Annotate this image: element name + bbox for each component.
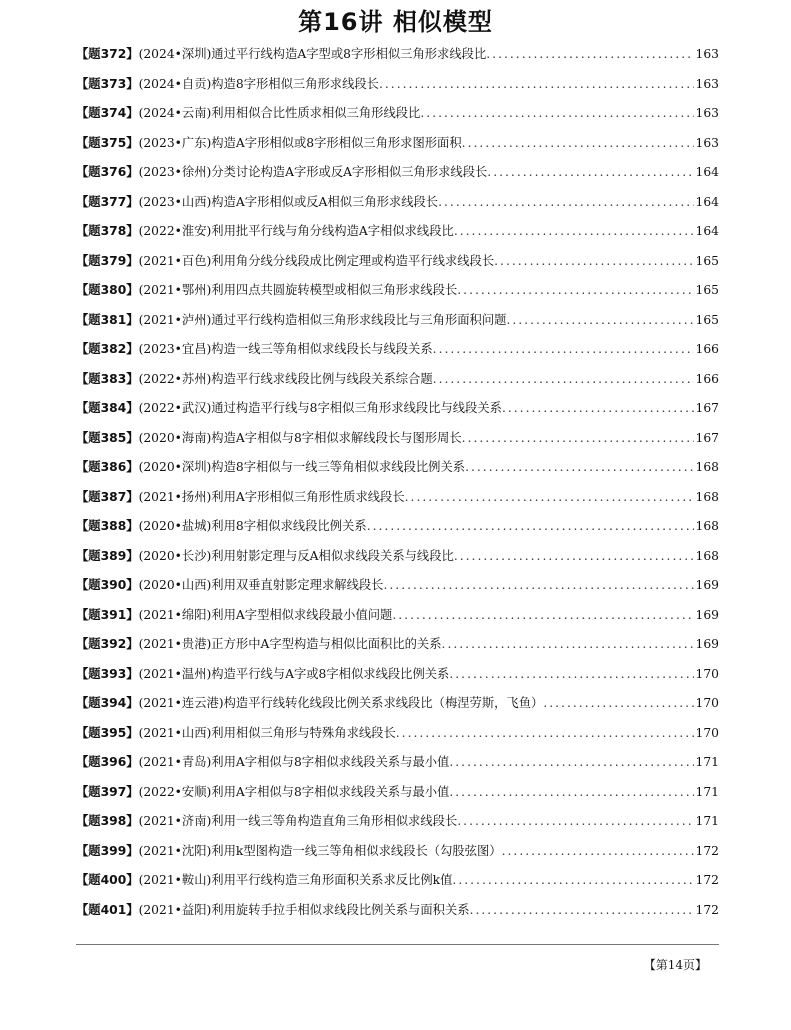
dot-leader: [367, 512, 694, 542]
problem-number: 【题386】: [76, 460, 139, 474]
problem-number: 【题400】: [76, 873, 139, 887]
problem-number: 【题378】: [76, 224, 139, 238]
page-number: 164: [695, 165, 719, 179]
page-number: 168: [695, 519, 719, 533]
problem-number: 【题395】: [76, 725, 139, 740]
problem-number: 【题381】: [76, 312, 139, 327]
toc-entry[interactable]: [76, 630, 719, 660]
dot-leader: [452, 866, 693, 896]
dot-leader: [392, 601, 693, 631]
toc-entry[interactable]: [76, 394, 719, 424]
dot-leader: [462, 424, 694, 454]
page-number: 170: [695, 666, 719, 681]
page-number: 170: [695, 725, 719, 740]
table-of-contents: [76, 40, 719, 925]
problem-description: (2021•鄂州)利用四点共圆旋转模型或相似三角形求线段长: [138, 283, 458, 297]
problem-number: 【题382】: [76, 342, 139, 356]
problem-description: (2024•自贡)构造8字形相似三角形求线段长: [138, 76, 379, 91]
problem-description: (2021•山西)利用相似三角形与特殊角求线段长: [138, 725, 396, 740]
dot-leader: [462, 129, 694, 159]
toc-entry[interactable]: [76, 483, 719, 513]
problem-description: (2020•长沙)利用射影定理与反A相似求线段关系与线段比: [138, 548, 454, 563]
dot-leader: [449, 778, 693, 808]
problem-description: (2023•徐州)分类讨论构造A字形或反A字形相似三角形求线段长: [138, 165, 488, 179]
page-number: 163: [695, 106, 719, 120]
toc-entry[interactable]: [76, 571, 719, 601]
page-number: 164: [695, 194, 719, 209]
dot-leader: [502, 394, 694, 424]
dot-leader: [457, 807, 693, 837]
dot-leader: [379, 70, 694, 100]
dot-leader: [457, 276, 693, 306]
page-number: 170: [695, 696, 719, 710]
problem-description: (2021•泸州)通过平行线构造相似三角形求线段比与三角形面积问题: [138, 312, 507, 327]
problem-description: (2021•绵阳)利用A字型相似求线段最小值问题: [138, 607, 393, 622]
dot-leader: [494, 247, 693, 277]
problem-number: 【题374】: [76, 106, 139, 120]
dot-leader: [465, 453, 693, 483]
problem-description: (2021•百色)利用角分线分线段成比例定理或构造平行线求线段长: [138, 253, 495, 268]
footer-divider: [76, 944, 719, 945]
page-number: 165: [695, 253, 719, 268]
toc-entry[interactable]: [76, 247, 719, 277]
problem-description: (2024•深圳)通过平行线构造A字型或8字形相似三角形求线段比: [138, 47, 487, 61]
toc-entry[interactable]: [76, 689, 719, 719]
problem-description: (2022•淮安)利用批平行线与角分线构造A字相似求线段比: [138, 224, 454, 238]
toc-entry[interactable]: [76, 748, 719, 778]
toc-entry[interactable]: [76, 99, 719, 129]
toc-entry[interactable]: [76, 837, 719, 867]
toc-entry[interactable]: [76, 542, 719, 572]
page-number: 165: [695, 283, 719, 297]
page-number: 171: [695, 784, 719, 799]
toc-entry[interactable]: [76, 306, 719, 336]
page-number: 172: [695, 843, 719, 858]
page-number: 166: [695, 371, 719, 386]
problem-description: (2021•鞍山)利用平行线构造三角形面积关系求反比例k值: [138, 873, 453, 887]
dot-leader: [486, 40, 693, 70]
problem-number: 【题397】: [76, 784, 139, 799]
page-number: 167: [695, 430, 719, 445]
problem-number: 【题393】: [76, 666, 139, 681]
toc-entry[interactable]: [76, 129, 719, 159]
page-number: 163: [695, 47, 719, 61]
problem-description: (2020•海南)构造A字相似与8字相似求解线段长与图形周长: [138, 430, 462, 445]
problem-number: 【题391】: [76, 607, 139, 622]
page-number: 166: [695, 342, 719, 356]
problem-description: (2023•广东)构造A字形相似或8字形相似三角形求图形面积: [138, 135, 462, 150]
footer-page-label: 【第14页】: [643, 958, 707, 972]
problem-number: 【题390】: [76, 578, 139, 592]
page-number: 169: [695, 637, 719, 651]
toc-entry[interactable]: [76, 660, 719, 690]
dot-leader: [438, 188, 693, 218]
dot-leader: [487, 158, 693, 188]
dot-leader: [454, 217, 694, 247]
page-number: 163: [695, 76, 719, 91]
problem-number: 【题392】: [76, 637, 139, 651]
toc-entry[interactable]: [76, 866, 719, 896]
toc-entry[interactable]: [76, 40, 719, 70]
toc-entry[interactable]: [76, 807, 719, 837]
dot-leader: [470, 896, 694, 926]
problem-number: 【题388】: [76, 519, 139, 533]
toc-entry[interactable]: [76, 217, 719, 247]
problem-description: (2021•贵港)正方形中A字型构造与相似比面积比的关系: [138, 637, 442, 651]
page-number: 172: [695, 873, 719, 887]
dot-leader: [543, 689, 693, 719]
page-number: 168: [695, 489, 719, 504]
toc-entry[interactable]: [76, 896, 719, 926]
problem-number: 【题384】: [76, 401, 139, 415]
page-number: 164: [695, 224, 719, 238]
page-number: 169: [695, 578, 719, 592]
dot-leader: [420, 99, 693, 129]
problem-description: (2023•宜昌)构造一线三等角相似求线段长与线段关系: [138, 342, 433, 356]
problem-description: (2021•温州)构造平行线与A字或8字相似求线段比例关系: [138, 666, 450, 681]
page-number: 165: [695, 312, 719, 327]
problem-description: (2021•青岛)利用A字相似与8字相似求线段关系与最小值: [138, 755, 450, 769]
dot-leader: [433, 335, 694, 365]
problem-number: 【题375】: [76, 135, 139, 150]
toc-entry[interactable]: [76, 158, 719, 188]
dot-leader: [383, 571, 693, 601]
problem-number: 【题389】: [76, 548, 139, 563]
toc-entry[interactable]: [76, 365, 719, 395]
problem-description: (2020•山西)利用双垂直射影定理求解线段长: [138, 578, 384, 592]
problem-description: (2021•济南)利用一线三等角构造直角三角形相似求线段长: [138, 814, 458, 828]
problem-number: 【题394】: [76, 696, 139, 710]
dot-leader: [442, 630, 694, 660]
problem-description: (2021•扬州)利用A字形相似三角形性质求线段长: [138, 489, 405, 504]
problem-description: (2023•山西)构造A字形相似或反A相似三角形求线段长: [138, 194, 439, 209]
problem-description: (2022•安顺)利用A字相似与8字相似求线段关系与最小值: [138, 784, 450, 799]
problem-number: 【题399】: [76, 843, 139, 858]
dot-leader: [449, 660, 693, 690]
problem-number: 【题379】: [76, 253, 139, 268]
dot-leader: [506, 306, 693, 336]
page-number: 168: [695, 548, 719, 563]
page-number: 168: [695, 460, 719, 474]
page-title: 第16讲 相似模型: [298, 8, 493, 36]
problem-description: (2021•益阳)利用旋转手拉手相似求线段比例关系与面积关系: [138, 902, 470, 917]
problem-description: (2021•沈阳)利用k型图构造一线三等角相似求线段长（勾股弦图）: [138, 843, 502, 858]
dot-leader: [396, 719, 694, 749]
dot-leader: [454, 542, 694, 572]
toc-entry[interactable]: [76, 424, 719, 454]
page-number: 167: [695, 401, 719, 415]
dot-leader: [405, 483, 694, 513]
toc-entry[interactable]: [76, 188, 719, 218]
problem-number: 【题398】: [76, 814, 139, 828]
toc-entry[interactable]: [76, 453, 719, 483]
page-number: 163: [695, 135, 719, 150]
toc-entry[interactable]: [76, 276, 719, 306]
problem-number: 【题373】: [76, 76, 139, 91]
problem-description: (2022•苏州)构造平行线求线段比例与线段关系综合题: [138, 371, 433, 386]
problem-description: (2020•深圳)构造8字相似与一线三等角相似求线段比例关系: [138, 460, 466, 474]
page-number: 171: [695, 814, 719, 828]
problem-number: 【题385】: [76, 430, 139, 445]
problem-number: 【题401】: [76, 902, 139, 917]
problem-description: (2024•云南)利用相似合比性质求相似三角形线段比: [138, 106, 421, 120]
toc-entry[interactable]: [76, 512, 719, 542]
toc-entry[interactable]: [76, 70, 719, 100]
toc-entry[interactable]: [76, 719, 719, 749]
problem-number: 【题396】: [76, 755, 139, 769]
toc-entry[interactable]: [76, 335, 719, 365]
dot-leader: [449, 748, 693, 778]
page-number: 171: [695, 755, 719, 769]
problem-number: 【题380】: [76, 283, 139, 297]
problem-number: 【题377】: [76, 194, 139, 209]
problem-number: 【题387】: [76, 489, 139, 504]
problem-number: 【题372】: [76, 47, 139, 61]
dot-leader: [433, 365, 694, 395]
page-number: 169: [695, 607, 719, 622]
page-number: 172: [695, 902, 719, 917]
problem-description: (2020•盐城)利用8字相似求线段比例关系: [138, 519, 367, 533]
problem-description: (2021•连云港)构造平行线转化线段比例关系求线段比（梅涅劳斯，飞鱼）: [138, 696, 544, 710]
dot-leader: [502, 837, 694, 867]
problem-number: 【题376】: [76, 165, 139, 179]
problem-number: 【题383】: [76, 371, 139, 386]
toc-entry[interactable]: [76, 601, 719, 631]
problem-description: (2022•武汉)通过构造平行线与8字相似三角形求线段比与线段关系: [138, 401, 502, 415]
toc-entry[interactable]: [76, 778, 719, 808]
